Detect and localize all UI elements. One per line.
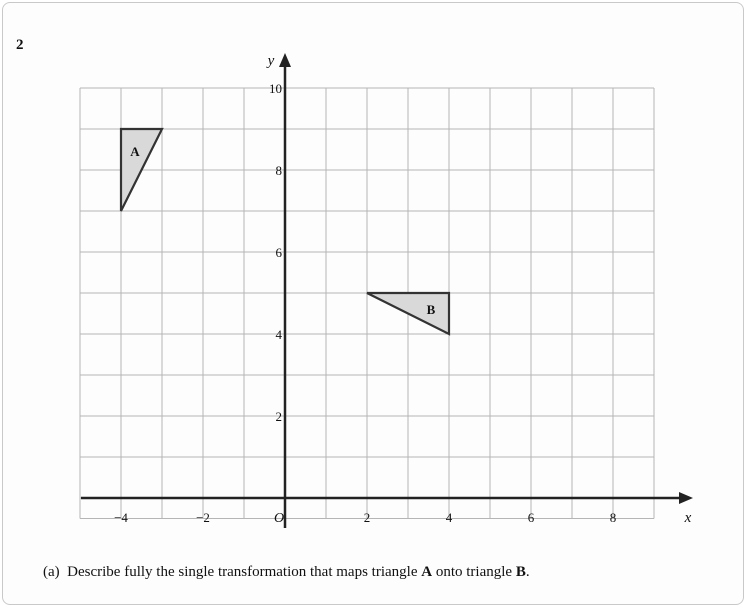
x-axis-label: x bbox=[684, 510, 692, 526]
worksheet-page bbox=[2, 2, 744, 605]
question-a-text bbox=[43, 564, 530, 581]
grid-lines bbox=[80, 88, 654, 519]
triangle-b-ref: B bbox=[515, 564, 526, 580]
y-axis-arrow bbox=[279, 53, 291, 67]
question-number: 2 bbox=[16, 37, 24, 53]
y-tick-label: 10 bbox=[269, 81, 282, 96]
y-tick-label: 6 bbox=[275, 245, 282, 260]
triangle-label: A bbox=[130, 144, 140, 159]
question-text-middle: onto triangle bbox=[432, 564, 516, 580]
x-tick-label: −4 bbox=[114, 510, 128, 525]
origin-label: O bbox=[273, 511, 285, 526]
triangle-label: B bbox=[426, 302, 436, 317]
x-tick-label: −2 bbox=[196, 510, 210, 525]
x-tick-label: 4 bbox=[445, 510, 453, 525]
x-tick-label: 8 bbox=[609, 510, 617, 525]
question-text-end: . bbox=[525, 564, 530, 580]
question-part: (a) bbox=[43, 564, 60, 580]
question-text-before: Describe fully the single transformation that maps triangle bbox=[67, 564, 422, 580]
y-tick-label: 2 bbox=[275, 409, 282, 424]
triangle-a-ref: A bbox=[421, 564, 433, 580]
y-tick-label: 8 bbox=[275, 163, 282, 178]
coordinate-grid bbox=[3, 3, 745, 563]
x-tick-label: 6 bbox=[527, 510, 535, 525]
axis-labels bbox=[114, 53, 692, 526]
x-tick-label: 2 bbox=[363, 510, 371, 525]
y-tick-label: 4 bbox=[275, 327, 282, 342]
x-axis-arrow bbox=[679, 492, 693, 504]
y-axis-label: y bbox=[267, 53, 275, 69]
